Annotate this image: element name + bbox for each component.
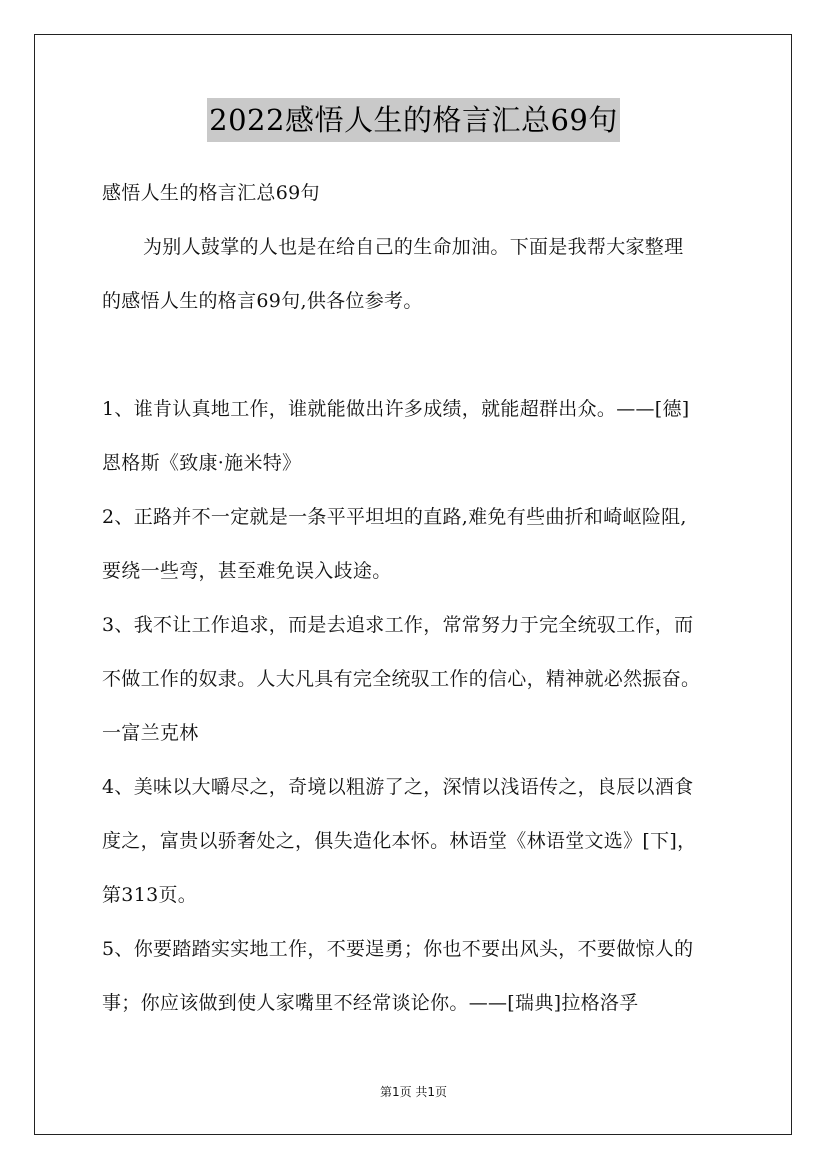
body-line: 事；你应该做到使人家嘴里不经常谈论你。——[瑞典]拉格洛孚	[102, 992, 639, 1014]
body-line: 2、正路并不一定就是一条平平坦坦的直路,难免有些曲折和崎岖险阻,	[102, 506, 687, 528]
intro-paragraph-line: 为别人鼓掌的人也是在给自己的生命加油。下面是我帮大家整理	[143, 236, 684, 258]
page-footer: 第1页 共1页	[379, 1085, 448, 1099]
body-line: 5、你要踏踏实实地工作，不要逞勇；你也不要出风头，不要做惊人的	[102, 938, 694, 960]
body-line: 3、我不让工作追求，而是去追求工作，常常努力于完全统驭工作，而	[102, 614, 694, 636]
body-line: 第313页。	[102, 884, 198, 906]
intro-paragraph-line: 的感悟人生的格言69句,供各位参考。	[102, 290, 423, 312]
body-line: 要绕一些弯，甚至难免误入歧途。	[102, 560, 392, 582]
body-line: 1、谁肯认真地工作，谁就能做出许多成绩，就能超群出众。——[德]	[102, 398, 690, 420]
body-line: 一富兰克林	[102, 722, 199, 744]
body-line: 4、美味以大嚼尽之，奇境以粗游了之，深情以浅语传之，良辰以酒食	[102, 776, 694, 798]
body-line: 恩格斯《致康·施米特》	[102, 452, 302, 474]
body-line: 不做工作的奴隶。人大凡具有完全统驭工作的信心，精神就必然振奋。	[102, 668, 701, 690]
body-line: 度之，富贵以骄奢处之，俱失造化本怀。林语堂《林语堂文选》[下]，	[102, 830, 697, 852]
title-container	[0, 98, 827, 142]
document-subtitle: 感悟人生的格言汇总69句	[102, 182, 320, 204]
document-title: 2022感悟人生的格言汇总69句	[207, 98, 620, 142]
